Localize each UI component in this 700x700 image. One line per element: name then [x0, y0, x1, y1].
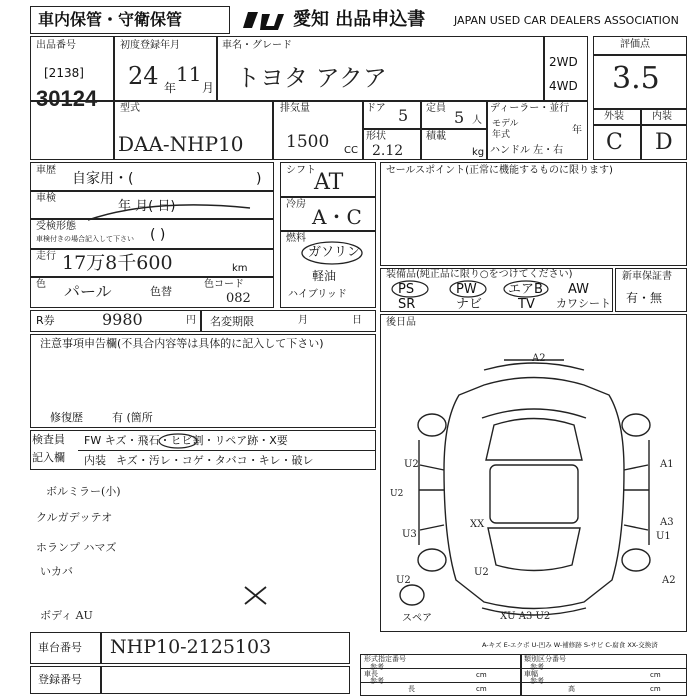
cross-mark — [242, 584, 270, 612]
interior-grade: D — [655, 130, 673, 155]
warranty-value: 有・無 — [626, 291, 663, 305]
acceptance-paren: ( ) — [150, 227, 166, 243]
model-year-label: モデル — [492, 119, 519, 129]
spec-type-label: 形式指定番号 — [364, 655, 406, 663]
inspector-label-2: 記入欄 — [32, 451, 65, 464]
fuel-diesel: 軽油 — [312, 269, 337, 283]
warranty-label: 新車保証書 — [622, 271, 672, 282]
equip-navi: ナビ — [456, 297, 483, 312]
spare-label: スペア — [402, 613, 432, 624]
history-close: ) — [256, 171, 262, 187]
spec-long-label: 長 — [408, 685, 415, 693]
recycle-label: R券 — [36, 314, 55, 327]
capacity-label: 定員 — [426, 103, 446, 114]
sales-point-label: セールスポイント(正常に機能するものに限ります) — [386, 165, 613, 176]
inspector-interior-label: 内装 — [84, 454, 106, 467]
rating-value: 3.5 — [612, 61, 660, 96]
spec-ref-c: 参考 — [370, 677, 384, 685]
mileage-value: 17万8千600 — [62, 252, 173, 274]
spec-ref-b: 参考 — [530, 663, 544, 671]
storage-label: 車内保管・守衛保管 — [38, 10, 183, 29]
first-reg-label: 初度登録年月 — [120, 40, 180, 51]
capacity-value: 5 — [454, 108, 465, 127]
spec-class-label: 類別区分番号 — [524, 655, 566, 663]
equipment-label: 装備品(純正品に限り○をつけてください) — [386, 269, 573, 280]
handle-label: ハンドル 左・右 — [490, 145, 564, 156]
notes-label: 後日品 — [386, 317, 416, 328]
equip-tv: TV — [518, 297, 535, 312]
handwritten-note: いカバ — [40, 565, 73, 578]
ju-logo — [240, 8, 288, 32]
sales-point-box — [380, 162, 687, 266]
damage-label: A2 — [532, 353, 546, 364]
damage-label: XX — [470, 519, 485, 530]
spec-cm-c: cm — [650, 671, 661, 679]
shift-value: AT — [314, 170, 344, 195]
recycle-value: 9980 — [102, 310, 143, 329]
lot-number: 30124 — [36, 86, 98, 111]
name-change-label: 名変期限 — [210, 315, 254, 328]
handwritten-note: ボルミラー(小) — [46, 485, 121, 498]
rating-label: 評価点 — [620, 39, 650, 50]
chassis-label: 車台番号 — [38, 641, 82, 654]
car-name-value: トヨタ アクア — [236, 64, 387, 92]
doors-label: ドア — [366, 103, 386, 114]
model-label: 型式 — [120, 103, 140, 114]
spec-length-label: 車長 — [364, 670, 378, 678]
equip-sr: SR — [398, 297, 416, 312]
weight-label: 積載 — [426, 131, 446, 142]
caution-label: 注意事項申告欄(不具合内容等は具体的に記入して下さい) — [40, 337, 324, 350]
damage-label: U2 — [390, 489, 404, 499]
displacement-label: 排気量 — [280, 103, 310, 114]
color-code-value: 082 — [226, 291, 251, 306]
equip-aw: AW — [568, 282, 590, 297]
fuel-circle — [300, 240, 364, 270]
dealer-label: ディーラー・並行 — [490, 103, 570, 114]
displacement-value: 1500 — [286, 132, 330, 152]
year-unit: 年 — [572, 125, 582, 136]
inspector-circle — [156, 432, 200, 454]
acceptance-note: 車検付きの場合記入して下さい — [36, 235, 134, 243]
name-change-month: 月 — [298, 315, 308, 326]
repair-value: 有 (箇所 — [112, 411, 153, 424]
handwritten-note: クルガデッテオ — [36, 511, 113, 524]
first-reg-month: 11 — [176, 62, 202, 86]
car-damage-diagram — [384, 340, 684, 634]
mileage-label: 走行 — [36, 251, 56, 262]
spec-width-label: 車幅 — [524, 670, 538, 678]
damage-label: A3 — [660, 517, 674, 528]
capacity-unit: 人 — [472, 115, 482, 126]
history-label: 車歴 — [36, 165, 56, 176]
equip-ps: PS — [398, 282, 415, 297]
displacement-unit: CC — [344, 145, 358, 156]
recycle-row — [30, 310, 376, 332]
first-reg-year-unit: 年 — [164, 81, 177, 95]
registration-label: 登録番号 — [38, 673, 82, 686]
repair-label: 修復歴 — [50, 411, 83, 424]
first-reg-month-unit: 月 — [202, 81, 215, 95]
color-label: 色 — [36, 279, 46, 290]
association-name: JAPAN USED CAR DEALERS ASSOCIATION — [454, 14, 679, 27]
inspection-value: 年 月( 日) — [118, 199, 176, 214]
drive-4wd: 4WD — [549, 79, 578, 93]
color-code-label: 色コード — [204, 279, 244, 290]
inspection-label: 車検 — [36, 193, 56, 204]
inspector-label: 検査員 — [32, 433, 65, 446]
cooler-value: A・C — [312, 205, 362, 229]
lot-bracket: [2138] — [44, 66, 84, 80]
shape-label: 形状 — [366, 131, 386, 142]
spec-ref-a: 参考 — [370, 663, 384, 671]
car-name-label: 車名・グレード — [222, 40, 292, 51]
equip-airbag: エアB — [508, 282, 543, 297]
mileage-unit: km — [232, 263, 248, 274]
damage-label: A2 — [662, 575, 676, 586]
recycle-unit: 円 — [186, 315, 196, 326]
lot-number-label: 出品番号 — [36, 40, 76, 51]
shape-value: 2.12 — [372, 143, 404, 159]
equip-seat: カワシート — [556, 297, 611, 310]
name-change-day: 日 — [352, 315, 362, 326]
inspector-interior: キズ・汚レ・コゲ・タバコ・キレ・破レ — [116, 454, 314, 467]
fuel-gasoline: ガソリン — [308, 245, 361, 260]
first-reg-year: 24 — [128, 62, 159, 90]
spec-ref-d: 参考 — [530, 677, 544, 685]
shift-label: シフト — [286, 165, 316, 176]
interior-label: 内装 — [652, 111, 672, 122]
weight-unit: kg — [472, 147, 485, 158]
spec-cm-b: cm — [476, 685, 487, 693]
acceptance-label: 受検形態 — [36, 221, 76, 232]
damage-label: XU A3 U2 — [500, 611, 551, 622]
repaint-label: 色替 — [150, 285, 172, 298]
inspector-exterior: FW キズ・飛石・ヒビ割・リペア跡・X要 — [84, 434, 288, 447]
handwritten-note: ボディ AU — [40, 609, 93, 622]
year-label: 年式 — [492, 130, 511, 140]
damage-legend: A-キズ E-エクボ U-凹み W-補修跡 S-サビ C-腐食 XX-交換済 — [482, 641, 658, 649]
damage-label: U1 — [656, 531, 671, 542]
damage-label: U3 — [402, 529, 417, 540]
form-title: 愛知 出品申込書 — [293, 9, 426, 30]
damage-label: U2 — [396, 575, 411, 586]
color-value: パール — [64, 282, 112, 301]
spec-cm-a: cm — [476, 671, 487, 679]
damage-label: U2 — [404, 459, 419, 470]
damage-label: A1 — [660, 459, 674, 470]
cooler-label: 冷房 — [286, 199, 306, 210]
exterior-grade: C — [606, 130, 623, 155]
doors-value: 5 — [398, 106, 409, 125]
spec-height-label: 高 — [568, 685, 575, 693]
history-value: 自家用・( — [72, 171, 134, 187]
model-value: DAA-NHP10 — [118, 132, 244, 156]
chassis-value: NHP10-2125103 — [110, 636, 272, 658]
handwritten-note: ホランプ ハマズ — [36, 541, 117, 554]
fuel-label: 燃料 — [286, 233, 306, 244]
equip-pw: PW — [456, 282, 477, 297]
fuel-hybrid: ハイブリッド — [288, 289, 347, 300]
inspection-strike — [84, 198, 254, 228]
exterior-label: 外装 — [604, 111, 624, 122]
equipment-circles — [388, 279, 558, 303]
spec-cm-d: cm — [650, 685, 661, 693]
damage-label: U2 — [474, 567, 489, 578]
drive-2wd: 2WD — [549, 55, 578, 69]
